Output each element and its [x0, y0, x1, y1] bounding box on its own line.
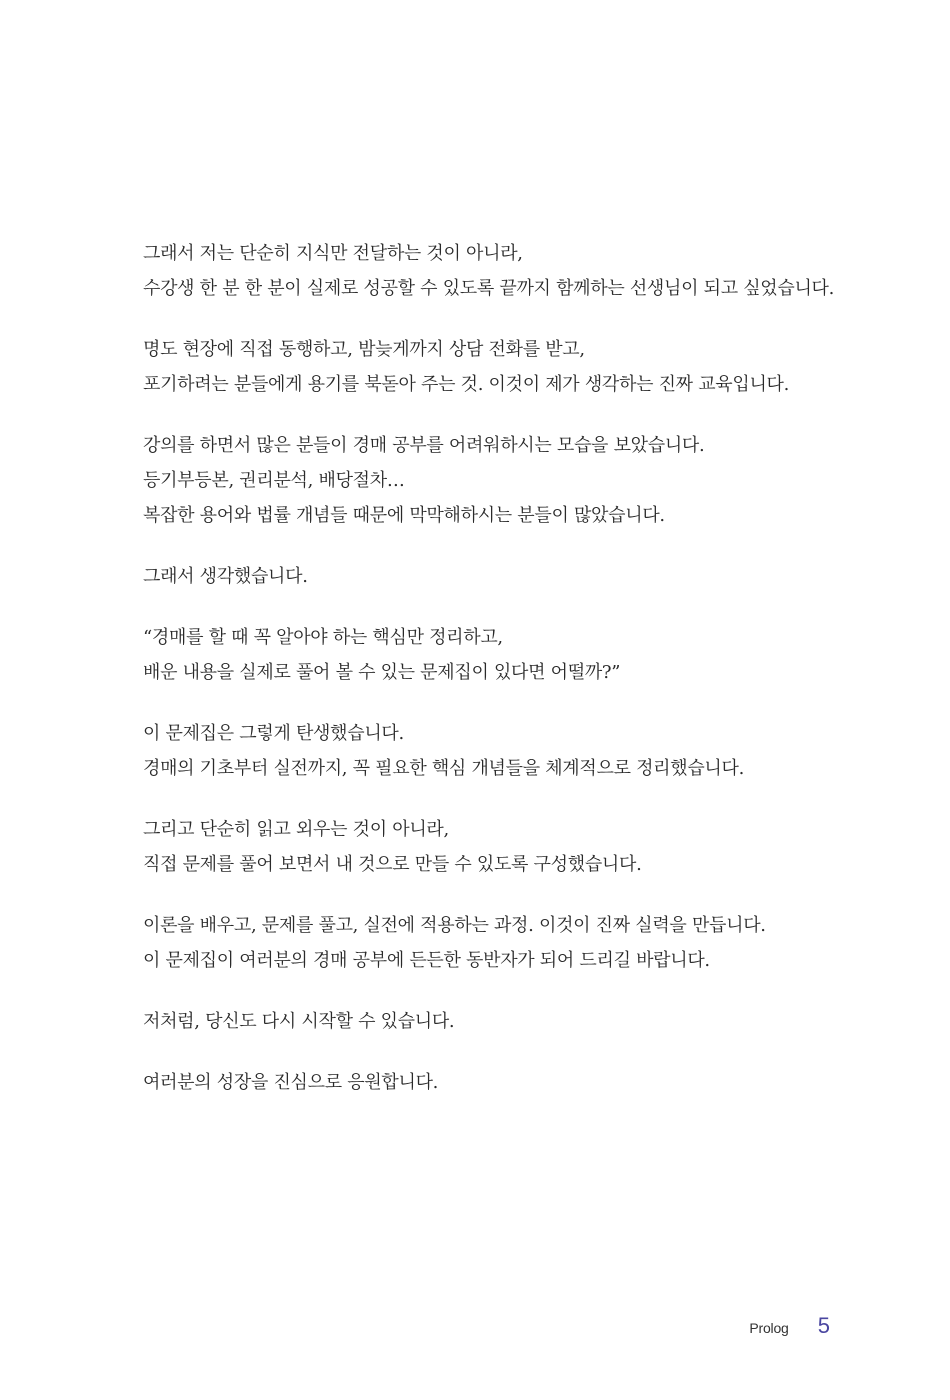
paragraph — [143, 908, 863, 978]
paragraph — [143, 428, 863, 533]
text-line: 복잡한 용어와 법률 개념들 때문에 막막해하시는 분들이 많았습니다. — [143, 505, 665, 526]
paragraph — [143, 332, 863, 402]
prologue-body — [143, 236, 863, 1126]
text-line: 수강생 한 분 한 분이 실제로 성공할 수 있도록 끝까지 함께하는 선생님이 되고 싶었습니다. — [143, 278, 835, 299]
paragraph — [143, 559, 863, 594]
text-line: 그래서 생각했습니다. — [143, 566, 308, 587]
text-line: 저처럼, 당신도 다시 시작할 수 있습니다. — [143, 1011, 455, 1032]
paragraph — [143, 236, 863, 306]
text-line: 이론을 배우고, 문제를 풀고, 실전에 적용하는 과정. 이것이 진짜 실력을 만듭니다. — [143, 915, 766, 936]
text-line: 이 문제집이 여러분의 경매 공부에 든든한 동반자가 되어 드리길 바랍니다. — [143, 950, 710, 971]
page-footer — [749, 1313, 830, 1339]
page-number: 5 — [817, 1313, 830, 1338]
text-line: 직접 문제를 풀어 보면서 내 것으로 만들 수 있도록 구성했습니다. — [143, 854, 642, 875]
text-line: “경매를 할 때 꼭 알아야 하는 핵심만 정리하고, — [143, 627, 503, 648]
paragraph — [143, 812, 863, 882]
text-line: 여러분의 성장을 진심으로 응원합니다. — [143, 1072, 439, 1093]
text-line: 명도 현장에 직접 동행하고, 밤늦게까지 상담 전화를 받고, — [143, 339, 585, 360]
text-line: 배운 내용을 실제로 풀어 볼 수 있는 문제집이 있다면 어떨까?” — [143, 662, 621, 683]
quote-paragraph — [143, 620, 863, 690]
text-line: 그래서 저는 단순히 지식만 전달하는 것이 아니라, — [143, 243, 523, 264]
text-line: 등기부등본, 권리분석, 배당절차… — [143, 470, 405, 491]
paragraph — [143, 716, 863, 786]
text-line: 포기하려는 분들에게 용기를 북돋아 주는 것. 이것이 제가 생각하는 진짜 교육입니다. — [143, 374, 790, 395]
text-line: 그리고 단순히 읽고 외우는 것이 아니라, — [143, 819, 449, 840]
paragraph — [143, 1004, 863, 1039]
paragraph — [143, 1065, 863, 1100]
text-line: 이 문제집은 그렇게 탄생했습니다. — [143, 723, 404, 744]
text-line: 경매의 기초부터 실전까지, 꼭 필요한 핵심 개념들을 체계적으로 정리했습니다. — [143, 758, 745, 779]
text-line: 강의를 하면서 많은 분들이 경매 공부를 어려워하시는 모습을 보았습니다. — [143, 435, 705, 456]
section-label: Prolog — [749, 1320, 789, 1336]
